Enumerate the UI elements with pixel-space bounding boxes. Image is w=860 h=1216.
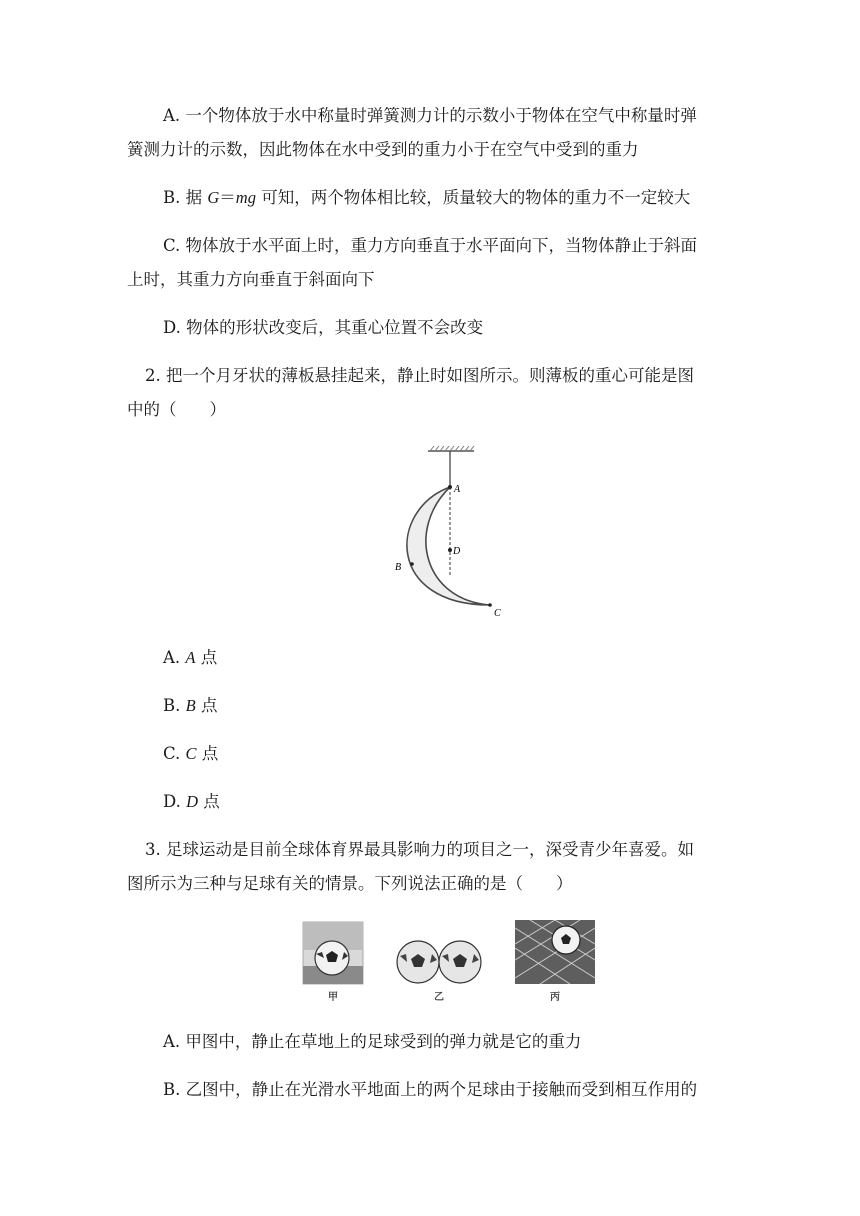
formula-equals: ＝: [219, 188, 236, 207]
label-a: A: [454, 484, 461, 495]
ceiling-support: [428, 446, 474, 451]
label-d: D: [453, 546, 461, 557]
q3-option-a: A. 甲图中，静止在草地上的足球受到的弹力就是它的重力: [163, 1032, 582, 1051]
football-scenes-figure: [300, 918, 600, 1008]
q1-option-b-prefix: B. 据: [163, 188, 208, 207]
caption-bing: 丙: [550, 992, 560, 1003]
q2-option-c-suffix: 点: [196, 744, 219, 763]
q2-option-d-suffix: 点: [198, 792, 220, 811]
formula-g: G: [207, 188, 220, 207]
label-b: B: [395, 562, 402, 573]
q2-option-a-var: A: [185, 648, 196, 667]
q2-option-b: [163, 696, 217, 716]
q1-option-b: [163, 188, 690, 208]
q2-option-a-suffix: 点: [195, 648, 218, 667]
q2-option-c: [163, 744, 218, 764]
q2-stem-line1: 2. 把一个月牙状的薄板悬挂起来，静止时如图所示。则薄板的重心可能是图: [145, 366, 694, 385]
q1-option-a-line2: 簧测力计的示数，因此物体在水中受到的重力小于在空气中受到的重力: [127, 140, 639, 159]
q2-option-b-prefix: B.: [163, 696, 186, 715]
q2-option-c-prefix: C.: [163, 744, 186, 763]
q1-option-c-line2: 上时，其重力方向垂直于斜面向下: [127, 270, 375, 289]
q1-option-b-suffix: 可知，两个物体相比较，质量较大的物体的重力不一定较大: [255, 188, 691, 207]
q3-stem-line2: 图所示为三种与足球有关的情景。下列说法正确的是（ ）: [127, 874, 573, 893]
q3-option-b: B. 乙图中，静止在光滑水平地面上的两个足球由于接触而受到相互作用的: [163, 1080, 698, 1099]
point-b: [410, 562, 414, 566]
q2-option-a: [163, 648, 217, 668]
q2-option-a-prefix: A.: [163, 648, 186, 667]
q2-stem-line2: 中的（ ）: [127, 400, 226, 419]
formula-mg: mg: [235, 188, 256, 207]
q2-option-c-var: C: [185, 744, 197, 763]
q2-option-b-suffix: 点: [195, 696, 218, 715]
crescent-plate: [407, 487, 490, 605]
point-c: [488, 603, 492, 607]
q2-option-d-prefix: D.: [163, 792, 187, 811]
scene-bing: [515, 920, 595, 984]
crescent-plate-figure: [380, 440, 520, 625]
q1-option-a-line1: A. 一个物体放于水中称量时弹簧测力计的示数小于物体在空气中称量时弹: [163, 106, 697, 125]
q2-option-d-var: D: [186, 792, 199, 811]
q2-option-b-var: B: [185, 696, 196, 715]
q2-option-d: [163, 792, 220, 812]
label-c: C: [494, 608, 501, 619]
caption-yi: 乙: [434, 992, 444, 1003]
scene-jia: [303, 922, 363, 984]
q1-option-d: D. 物体的形状改变后，其重心位置不会改变: [163, 318, 484, 337]
q3-stem-line1: 3. 足球运动是目前全球体育界最具影响力的项目之一，深受青少年喜爱。如: [145, 840, 694, 859]
point-d: [448, 548, 452, 552]
caption-jia: 甲: [328, 992, 338, 1003]
point-a: [448, 485, 452, 489]
scene-yi: [397, 941, 481, 983]
q1-option-c-line1: C. 物体放于水平面上时，重力方向垂直于水平面向下，当物体静止于斜面: [163, 236, 698, 255]
